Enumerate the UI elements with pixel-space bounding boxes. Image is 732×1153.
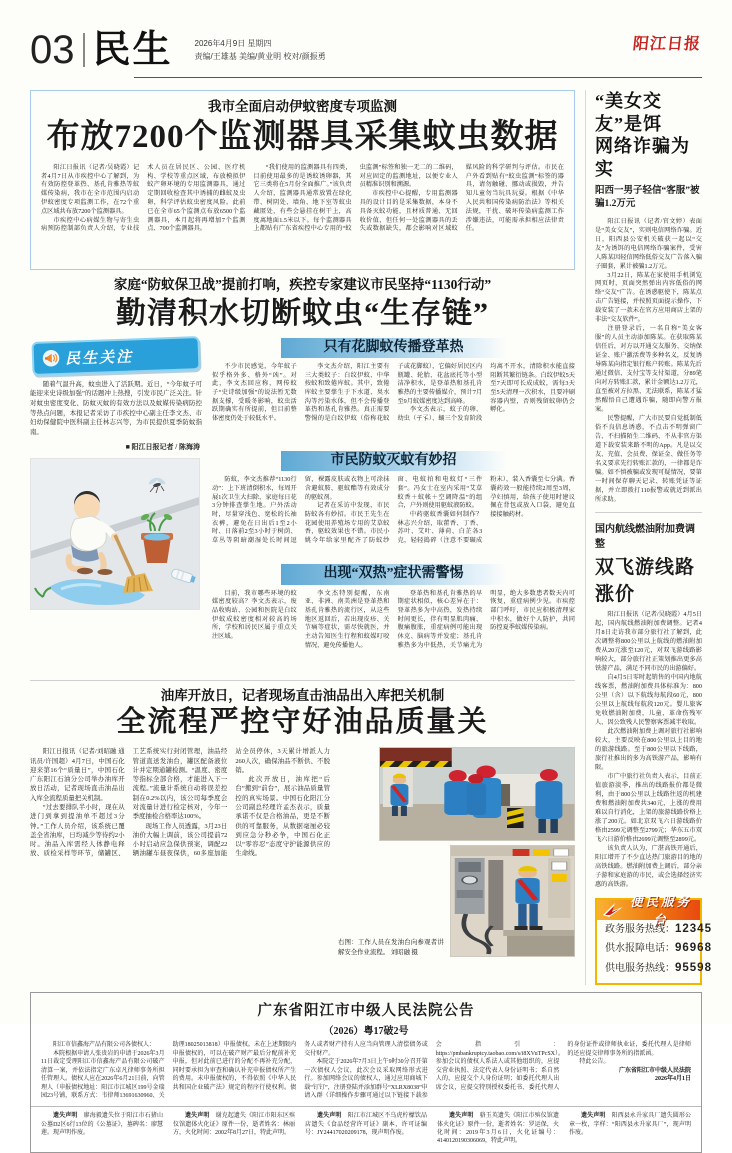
service-logo-icon [603, 903, 623, 917]
notice-label: 遗失声明 [317, 1113, 342, 1120]
scam-subtitle: 阳西一男子轻信“客服”被骗1.2万元 [595, 186, 700, 210]
article1-headline: 布放7200个监测器具采集蚊虫数据 [46, 118, 559, 155]
article-oil-depot [30, 680, 575, 958]
article2-intro: 随着气温升高，蚊虫进入了活跃期。近日，“今年蚊子可能迎来史诗级加强”的话题冲上热搜，引发市民广泛关注。针对蚊虫密度变化、防蚊灭蚊的有效方法以及蚊媒传染病防控等热点问题，本报记者采访了市疾控中心副主任李文杰、市妇幼保健院中医科副主任林志兴等，为市民提供夏季防蚊指南。 [30, 380, 202, 436]
article3-headline: 全流程严控守好油品质量关 [116, 706, 489, 739]
surcharge-headline: 双飞游线路涨价 [595, 557, 696, 606]
notice-label: 遗失声明 [185, 1113, 210, 1120]
section-title: 民生 [92, 29, 173, 71]
article1-body: 阳江日报讯（记者/吴晓霞）记者4月7日从市疾控中心了解到，为有效防控登革热、基孔肯雅热等蚊媒传染病，我市在全市范围内启动伊蚊密度专项监测工作，在72个重点区域共布放7200个监测器具。 市疾控中心病媒生物与寄生虫病预防控制部负责人介绍，专业技术人员在居民区、公园、医疗机构、学校等重点区域，布放模拟伊蚊产卵环境的专用监测器具，通过定期回收检查其中诱捕的雌蚊及虫卵，科学评估蚊虫密度风险。此前已在全市65个监测点布放6500个监测器具，本月起将再增加7个监测点、700个监测器具。 “我们使用的监测器具有四类，目前使用最多的是诱蚊诱卵器，其它三类将在5月份全面推广。”该负责人介绍，监测器具通常放置在绿化带、树阴处、墙角、地下室等蚊虫藏匿处，有些会悬挂在树干上，高度离地面1.5米以下。每个监测器具上都贴有广东省疾控中心专用的“蚊虫监测”标签和独一无二的二维码，对应固定的监测地址，以便专业人员精准识别和溯源。 市疾控中心提醒，专用监测器具的设计目的是采集数据，本身不具备灭蚊功能，且材质普通、无回收价值，但任何一处监测器具的丢失或数据缺失，都会影响对区域蚊媒风险的科学研判与评估。市民在户外看到贴有“蚊虫监测”标签的器具，请勿触碰、挪动或损毁，并告知儿童勿当玩具玩耍。根据《中华人民共和国传染病防治法》等相关法规，干扰、破坏传染病监测工作涉嫌违法，可能需承担相应法律责任。 [41, 163, 564, 233]
section1-header: 只有花脚蚊传播登革热 [281, 338, 506, 358]
service-row-gov [597, 920, 712, 940]
article3-kicker: 油库开放日，记者现场直击油品出入库把关机制 [160, 687, 445, 703]
service-label: 政务服务热线： [605, 923, 675, 935]
notice-label: 遗失声明 [581, 1113, 606, 1120]
lost-notice [173, 1112, 295, 1137]
sidebar [585, 90, 712, 985]
article3-photos [338, 747, 575, 957]
service-row-power [597, 959, 712, 979]
scam-body: 阳江日报讯（记者/官文婷）表面是“美女交友”，实则电信网络诈骗。近日，阳西县公安机关破获一起以“交友”为诱饵的电信网络诈骗案件，受害人陈某因轻信网络低俗交友广告落入骗子圈套，累计被骗1.2万元。 3月22日，陈某在家使用手机浏览网页时，页面突然弹出内容低俗的网络“交友”广告。在诱惑驱使下，陈某点击广告链接，并按照页面提示操作，下载安装了一款未在官方应用商店上架的非法“交友软件”。 注册登录后，一名自称“美女客服”的人员主动添加陈某。在获取陈某信任后，对方以开通交友服务、交纳保证金、账户激活费等多种名义，反复诱导陈某向指定银行账户转账。陈某先后通过微信、支付宝等支付渠道，分89笔向对方转账汇款，累计金额达1.2万元，直至被对方拉黑、无法联系，陈某才猛然醒悟自己遭遇诈骗，随即向警方报案。 民警提醒，广大市民要自觉抵制低俗不良信息诱惑，不点击不明弹窗广告、不扫描陌生二维码、不从非官方渠道下载安装来路不明的App。凡是以交友、充值、会员费、保证金、做任务等名义要求先行转账汇款的，一律都是诈骗。如不慎被骗或发现可疑情况，要第一时间保存聊天记录、转账凭证等证据，并立即拨打110报警或就近到派出所求助。 [595, 217, 702, 504]
section1-body: 不少市民感觉，今年蚊子似乎格外多、格外“凶”。对此，李文杰回应称，网传蚊子“史诗级加强”的说法暂无数据支撑，受暖冬影响，蚊虫活跃期确实有所提前，但目前整体密度仍处于较低水平。 李文杰介绍，阳江主要有三大类蚊子：白纹伊蚊、中华按蚊和致倦库蚊。其中，致倦库蚊主要孳生于下水道、臭水沟等污染水体，但不会传播登革热和基孔肯雅热。真正需要警惕的是白纹伊蚊（俗称花蚊子或花脚蚊），它偏好居民区内瓶罐、轮胎、花盆底托等小型洁净积水，是登革热和基孔肯雅热的主要传播媒介，预计7月至9月蚊媒密度达到高峰。 李文杰表示，蚊子的卵、幼虫（孑孓）、蛹三个发育阶段均离不开水，清除积水能直接阻断其繁衍链条。白纹伊蚊5天至7天即可长成成蚊，需每3天至5天清理一次积水，且要冲刷容器内壁，否则残留蚊卵仍会孵化。 [212, 363, 575, 423]
service-label: 供水报障电话： [605, 943, 675, 955]
minsheng-focus-badge [31, 336, 200, 376]
lost-notice [305, 1112, 427, 1137]
lost-notice [41, 1112, 163, 1137]
fuel-station-photo [450, 845, 575, 957]
article2-right-column [212, 337, 575, 672]
notice-label: 遗失声明 [449, 1113, 474, 1120]
bottom-notices-box [30, 992, 702, 1153]
page-number: 03 [30, 28, 75, 72]
badge-label: 民生关注 [64, 347, 134, 367]
court-signature: 广东省阳江市中级人民法院 [618, 1067, 691, 1074]
court-date: 2026年4月1日 [654, 1076, 691, 1083]
scam-title-line1: “美女交友”是饵 [595, 91, 662, 134]
boy-sweeping-water-illustration [30, 458, 200, 610]
court-case-number: （2026）粤17破2号 [323, 1026, 409, 1038]
article-dating-scam [595, 90, 702, 505]
sidebar-divider [595, 512, 702, 513]
section3-header: 出现“双热”症状需警惕 [281, 564, 506, 584]
lost-notice [437, 1112, 559, 1146]
service-number: 96968 [675, 942, 712, 955]
header-meta [195, 38, 326, 64]
service-number: 95598 [675, 961, 712, 974]
court-title: 广东省阳江市中级人民法院公告 [257, 1003, 475, 1020]
surcharge-kicker: 国内航线燃油附加费调整 [595, 524, 695, 551]
court-announcement [31, 993, 701, 1107]
scam-title-line2: 网络诈骗为实 [595, 136, 690, 179]
article-mosquito-monitoring [30, 90, 575, 270]
service-box-title: 便民服务台 [629, 894, 692, 927]
page-header [30, 30, 702, 82]
masthead-logo: 阳江日报 [631, 36, 702, 53]
megaphone-icon [42, 349, 61, 368]
notice-text: 谢克起遗失《阳江市阳东区殡仪馆遗体火化证》原件一份，逝者姓名：林丽方，火化时间：2002年8月27日，特此声明。 [173, 1113, 295, 1137]
section3-body: 目前，我市哪些环境的蚊媒密度较高？李文杰表示，废品收购站、公园和医院是白纹伊蚊成蚊密度相对较高的场所，学校和居民区属于重点关注区域。 李文杰特别提醒，东南亚、非洲、南美洲是登革热和基孔肯雅热的流行区，从这些地区返回后，若出现皮疹、关节痛等症状，需尽快就医，并主动告知医生行程和蚊媒叮咬情况，避免传播他人。 登革热和基孔肯雅热的早期症状相似，核心差异在于：登革热多为中高热，发热持续时间更长，伴有明显肌肉痛、腹痛腹胀，重症病例可能出现休克、脑病等并发症；基孔肯雅热多为中低热，关节痛尤为明显，绝大多数患者数天内可恢复，重症病例少见。市疾控部门呼吁，市民应积极清理家中积水，做好个人防护，共同防控夏季蚊媒传染病。 [212, 589, 575, 649]
article1-kicker: 我市全面启动伊蚊密度专项监测 [208, 99, 397, 114]
court-body-text: 阳江市信鑫海产品有限公司各债权人： 本院根据申请人张贵岩的申请于2026年3月11日裁定受理阳江市信鑫海产品有限公司破产清算一案，并依法指定广东卓凡律师事务所担任管理人。债权人应在2026年6月21日前，向管理人（申报债权地址：阳江市江城区199号金瑞园23号铺，联系方式：韦律师13691630960、关助理18025013818）申报债权。未在上述期限内申报债权的，可以在破产财产最后分配前补充申报，但对此前已进行的分配不再补充分配，同时要承担为审查和确认补充申报债权所产生的费用。未申报债权的，不得依照《中华人民共和国企业破产法》规定的程序行使权利。债务人或者财产持有人应当向管理人清偿债务或交付财产。 本院定于2026年7月3日上午9时30分召开第一次债权人会议，此次会议采取网络形式进行。参加网络会议的债权人，通过应用商城下载“钉钉”，注册登陆并添加群号“XLRX8038”申请入群（详细操作步骤可通过以下链接下载参会指引：https://pmbankruptcy.taobao.com/s/i8XVuTPcSX）。参加会议的债权人系法人或其他组织的，应提交营业执照、法定代表人身份证明书；系自然人的，应提交个人身份证明；如委托代理人出席会议，应提交特别授权委托书、委托代理人的身份证件或律师执业证，委托代理人是律师的还应提交律师事务所的指派函。 特此公告。 [41, 1042, 691, 1100]
service-banner [597, 894, 700, 927]
notice-text: 阳江市江城区不乌虎柠檬饮品店遗失《食品经营许可证》副本，许可证编号：JY24417020209178，现声明作废。 [305, 1113, 427, 1137]
notice-text: 阳西县永升家具厂遗失圆形公章一枚，字样：“阳西县永升家具厂”，现声明作废。 [569, 1113, 691, 1137]
main-column [30, 90, 575, 985]
service-number: 12345 [675, 922, 712, 935]
lost-notice [569, 1112, 691, 1137]
service-row-water [597, 939, 712, 959]
notice-text: 骆玉英遗失《阳江市殡仪馆遗体火化证》原件一份，逝者姓名：罗运保，火化时间：2019年3月6日，火化证编号：4140120190306069，特此声明。 [437, 1113, 559, 1145]
header-divider [83, 33, 85, 67]
header-left [30, 30, 702, 70]
notice-label: 遗失声明 [53, 1113, 78, 1120]
article2-kicker: 家庭“防蚊保卫战”提前打响，疾控专家建议市民坚持“1130行动” [113, 276, 492, 292]
article2-byline: ■ 阳江日报记者 / 陈海涛 [125, 443, 200, 452]
article-standing-water [30, 277, 575, 672]
surcharge-body: 阳江日报讯（记者/吴晓霞）4月5日起，国内航线燃油附加费调整。记者4月8日走访我市部分旅行社了解到，此次调整将800公里以上航线的燃油附加费从20元涨至120元，对双飞游线路影响较大，部分旅行社正策划推出更多高铁游产品，满足不同市民的出游偏好。 自4月5日零时起销售的中国内地航线客票，燃油附加费具体标准为：800公里（含）以下航线每航段60元，800公里以上航线每航段120元。婴儿旅客免收燃油附加费，儿童、革命伤残军人、因公致残人民警察客票减半收取。 此次燃油附加费上调对旅行社影响较大，主要反映在800公里以上目的地的旅游线路。至于800公里以下线路，旅行社推出的多为高铁游产品，影响有限。 市广中旅行社负责人表示，目前正值旅游淡季，推出的线路报价都是微利，由于800公里以上线路往返的机建费和燃油附加费共340元，上涨的费用难以自行消化，上架的旅游线路价格上涨了200元。如北京双飞六日游线路价格由2599元调整至2799元；华东五市双飞六日游价格由2699元调整至2899元。 该负责人认为，广湛高铁开通后，阳江增开了不少直达热门旅游目的地的高铁线路。燃油附加费上调后，部分亲子游和家庭游的市民，或会选择经济实惠的高铁游。 [595, 611, 702, 888]
article2-headline: 勤清积水切断蚊虫“生存链” [116, 296, 489, 330]
lost-property-notices [31, 1107, 701, 1152]
notice-text: 廖海毅遗失位于阳江市石猪山公墓D2区6行13位的《公墓证》，墓碑名：廖慧莲。现声明作废。 [41, 1113, 163, 1137]
article-fuel-surcharge [595, 520, 702, 890]
oil-depot-group-photo [379, 747, 575, 841]
staff-line: 责编/王雄基 美编/黄业明 校对/颜振勇 [194, 52, 326, 62]
photo-caption: 右图：工作人员在发油台向参观者讲解安全作业流程。 刘昭融 摄 [338, 939, 444, 956]
section2-header: 市民防蚊灭蚊有妙招 [281, 451, 506, 471]
service-label: 供电服务热线： [605, 962, 675, 974]
section2-body: 防蚊，李文杰推荐“1130行动”：上下班清倒积水，每周开展1次卫生大扫除，家庭每日花3分钟排查孳生地。户外活动时，尽量穿浅色、宽松的长袖衣裤，避免在日出后1至2小时、日落前2至3小时于树荫、草丛等阴暗潮湿处长时间逗留，裸露皮肤或衣物上可涂抹含避蚊胺、驱蚊酯等有效成分的驱蚊剂。 记者在采访中发现，市民防蚊各有妙招。市民王先生在花园使用养殖场专用的艾草蚊香，驱蚊效果也不错。市民小姚今年给家里配齐了防蚊纱窗、电蚊拍和电蚊灯“三件套”。冯女士在室内采用“艾草蚊香＋蚊帐＋空调降温”的组合，户外则使用驱蚊液防蚊。 中药驱蚊香囊如何制作？林志兴介绍，取藿香、丁香、苏叶、艾叶、薄荷、白芷各3克，轻轻捣碎（注意不要碾成粉末），装入香囊至七分满。香囊药效一般能持续2周至3周，孕妇慎用，给孩子使用时建议佩在背包或放入口袋，避免直接接触药材。 [212, 476, 575, 544]
court-body [41, 1041, 691, 1101]
article2-left-column [30, 337, 202, 672]
header-rule [134, 77, 702, 78]
public-service-box [595, 894, 712, 986]
date-line: 2026年4月9日 星期四 [194, 39, 272, 49]
article3-body: 阳江日报讯（记者/刘昭融 通讯员/许国超）4月7日，中国石化迎来第16个“质量日”，中国石化广东阳江石油分公司举办油库开放日活动，记者现场直击油品出入库全流程质量把关机制。 “过去要排队半小时，现在从进门到拿到提油单不超过3分钟。”工作人员介绍，该系统已覆盖全省油库，日均减少等待约2小时。油品入库需经人体静电释放、质检采样等环节，储罐区、工艺系统实行封闭管理，油品经管道直送发油台，罐区配备液位计并定期通罐检测。“温度、密度等指标全部合格，才能进入下一流程。”流量计系统自动将误差控制在0.2%以内，该公司每季度会对流量计进行检定核对，今年一季度抽检合格率达100%。 现场工作人员透露，3月23日油价大幅上调前，该公司提前72小时启动应急保供预案，调配22辆油罐车昼夜保供，60多座加能站全员停休，3天累计增派人力260人次，确保油品不断供、不脱销。 此次开放日，油库把“后台”搬到“前台”，展示油品质量管控的真实场景。中国石化阳江分公司副总经理许孟杰表示，质量承诺不仅是合格油品，更是不断供的可靠服务，从数据毫厘必较到应急分秒必争，中国石化正以“零容忍”态度守护能源供应的生命线。 [30, 748, 330, 858]
